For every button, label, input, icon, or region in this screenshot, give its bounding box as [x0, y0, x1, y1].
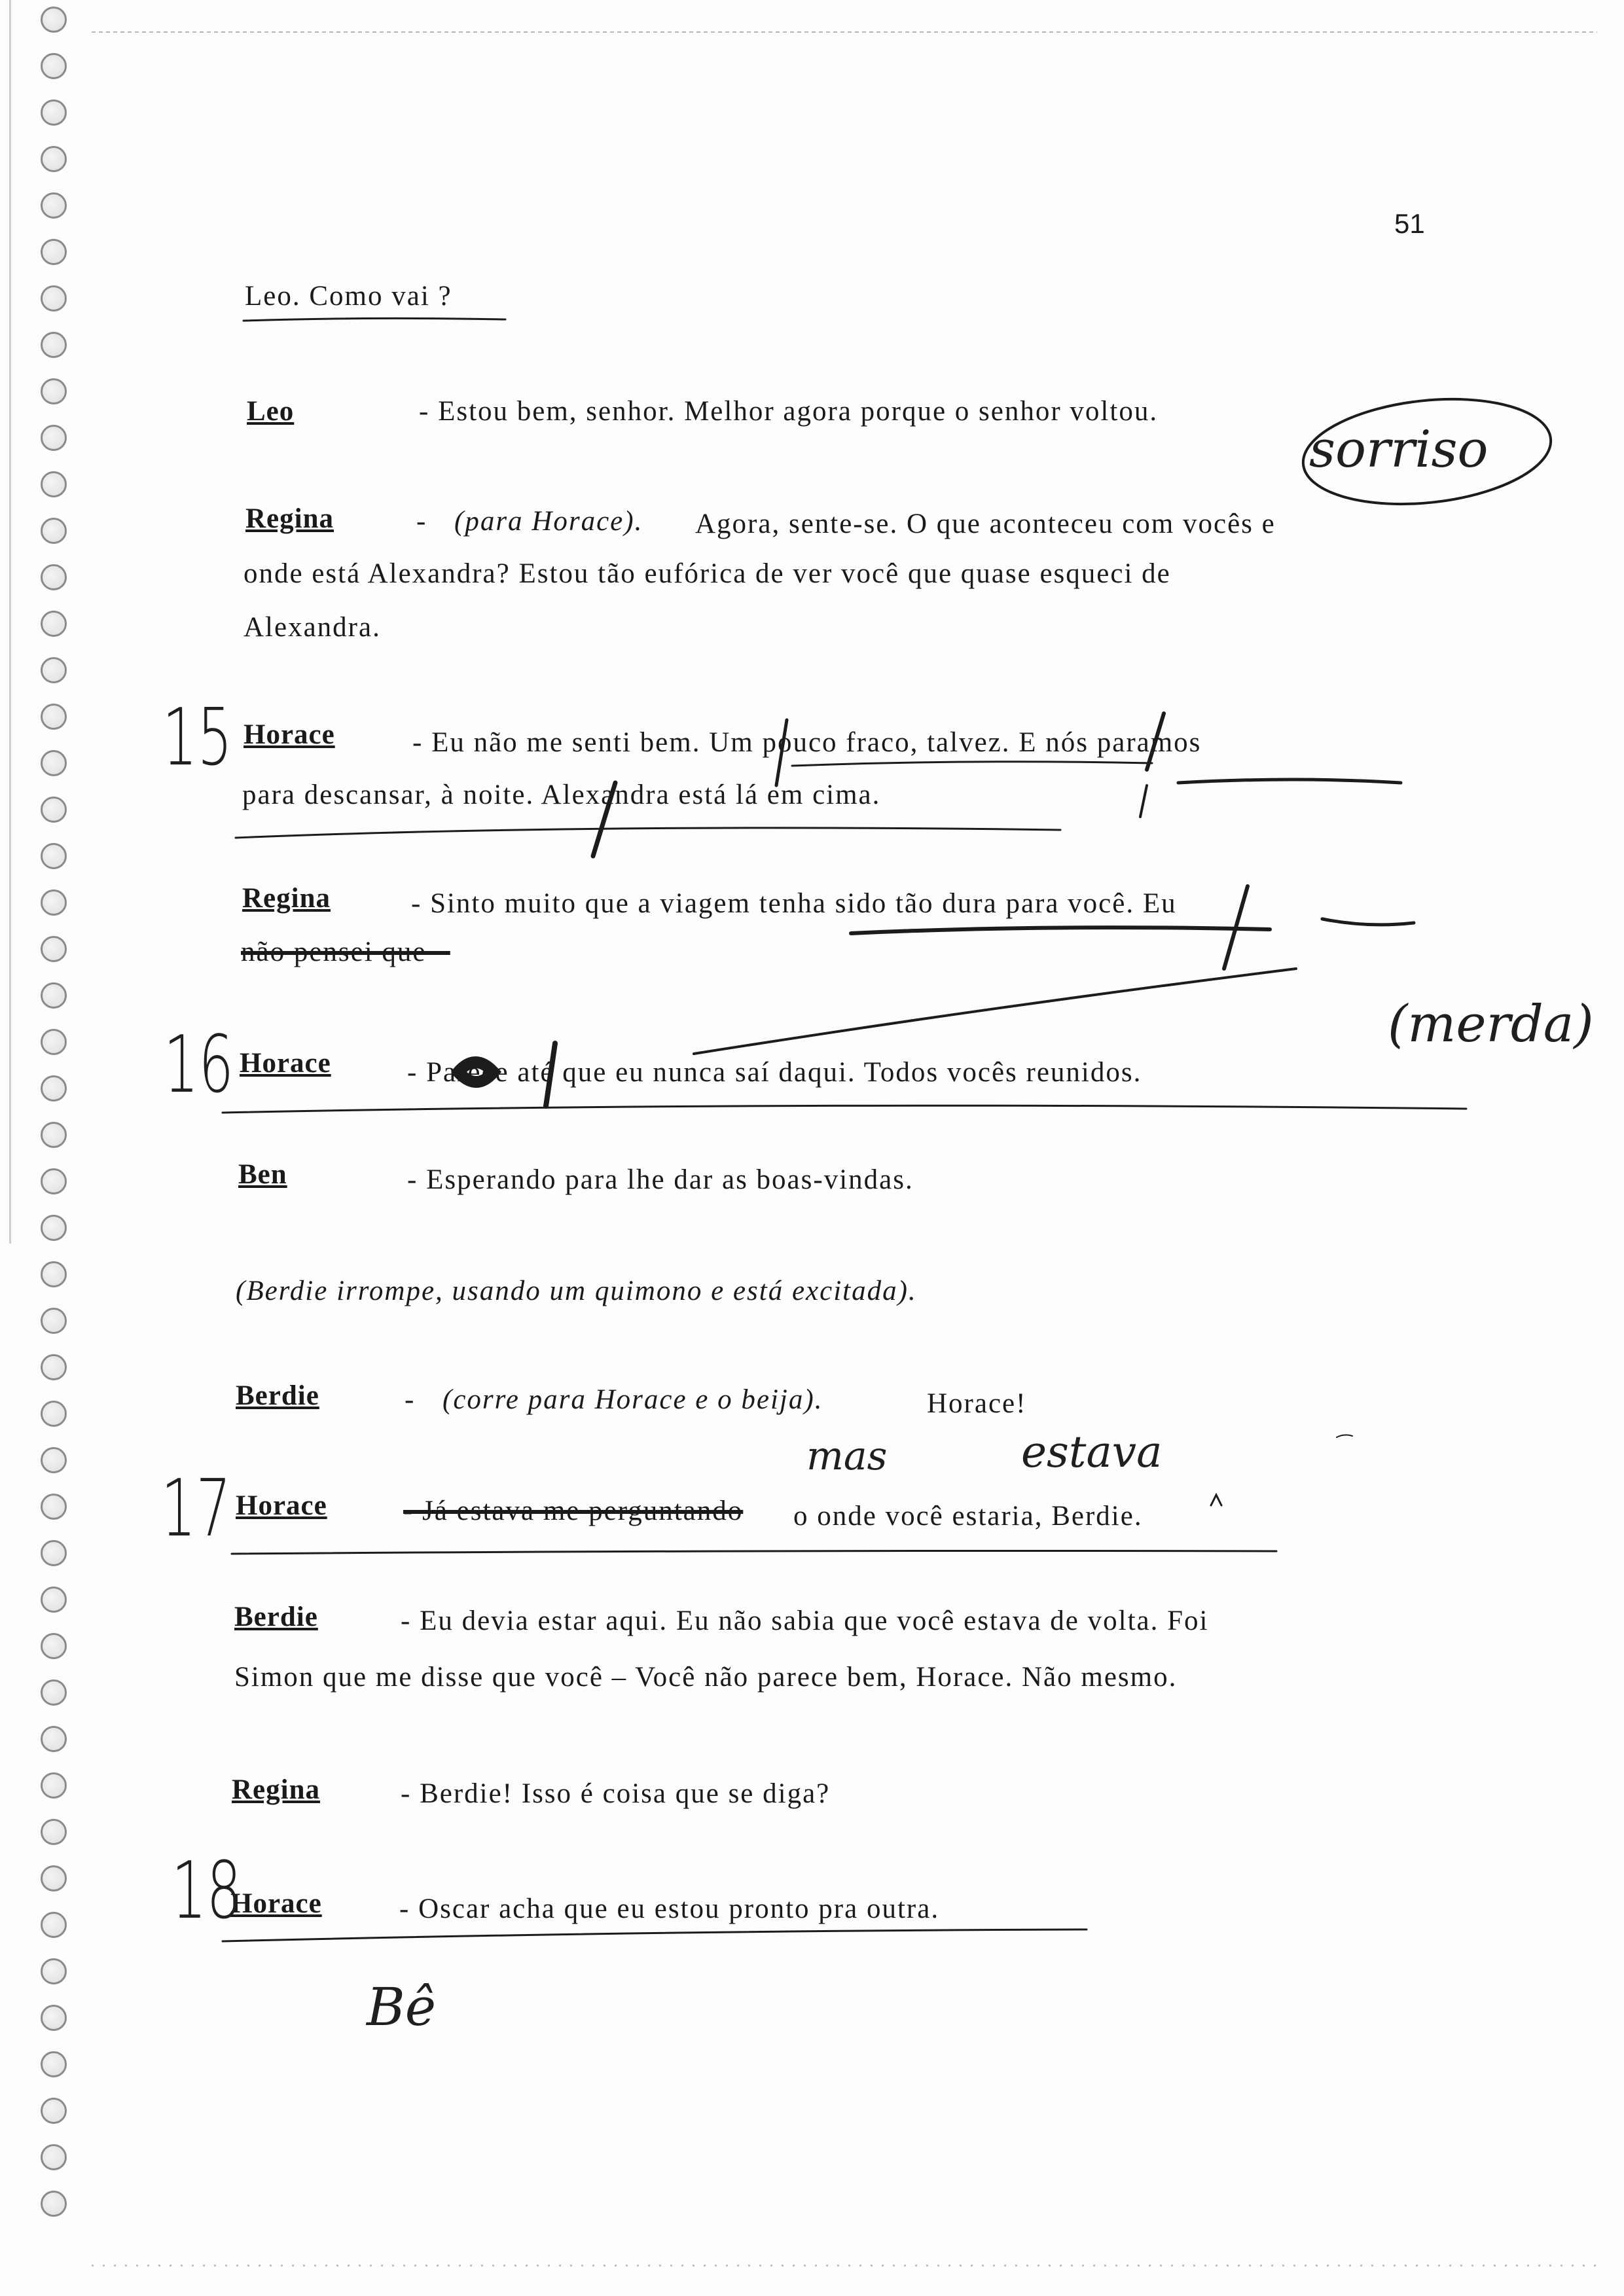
handwritten-estava: estava — [1021, 1427, 1163, 1477]
line-berdie-2a: - Eu devia estar aqui. Eu não sabia que você estava de volta. Foi — [401, 1605, 1209, 1636]
line-regina-1a: Agora, sente-se. O que aconteceu com vocês e — [695, 509, 1276, 539]
direction-berdie-1: (corre para Horace e o beija). — [442, 1384, 823, 1415]
speaker-berdie-2: Berdie — [234, 1602, 318, 1632]
direction-regina-1: (para Horace). — [454, 506, 643, 537]
line-horace-2: - Parece até que eu nunca saí daqui. Todos vocês reunidos. — [407, 1057, 1142, 1088]
line-horace-1b: para descansar, à noite. Alexandra está lá em cima. — [242, 780, 881, 810]
line-leo-como-vai: Leo. Como vai ? — [245, 281, 452, 312]
handwritten-number-17: 17 — [161, 1463, 231, 1554]
dash-berdie-1: - — [405, 1384, 416, 1415]
speaker-horace-3: Horace — [236, 1490, 327, 1521]
speaker-leo: Leo — [247, 396, 295, 427]
speaker-horace-2: Horace — [240, 1048, 331, 1079]
speaker-ben: Ben — [238, 1159, 287, 1190]
speaker-berdie-1: Berdie — [236, 1380, 319, 1411]
handwritten-merda: (merda) — [1388, 995, 1594, 1054]
handwritten-mas: mas — [806, 1433, 888, 1479]
line-horace-3: o onde você estaria, Berdie. — [793, 1501, 1143, 1532]
line-regina-1b: onde está Alexandra? Estou tão eufórica de ver você que quase esqueci de — [244, 558, 1171, 589]
handwritten-sorriso: sorriso — [1309, 420, 1489, 479]
line-berdie-1: Horace! — [927, 1388, 1027, 1419]
stage-direction: (Berdie irrompe, usando um quimono e está excitada). — [236, 1276, 917, 1306]
handwritten-number-15: 15 — [162, 692, 232, 783]
handwritten-number-16: 16 — [164, 1020, 234, 1111]
handwritten-be: Bê — [367, 1977, 437, 2037]
line-regina-3: - Berdie! Isso é coisa que se diga? — [401, 1778, 831, 1809]
line-horace-4: - Oscar acha que eu estou pronto pra outra. — [399, 1893, 940, 1924]
speaker-regina-2: Regina — [242, 883, 331, 914]
speaker-regina-1: Regina — [245, 503, 334, 534]
line-leo: - Estou bem, senhor. Melhor agora porque o senhor voltou. — [419, 396, 1159, 427]
speaker-horace-4: Horace — [230, 1888, 322, 1919]
line-regina-1c: Alexandra. — [244, 612, 381, 643]
speaker-horace-1: Horace — [244, 719, 335, 750]
handwritten-number-18: 18 — [171, 1846, 242, 1937]
page-number: 51 — [1394, 208, 1425, 239]
speaker-regina-3: Regina — [232, 1774, 320, 1805]
line-berdie-2b: Simon que me disse que você – Você não parece bem, Horace. Não mesmo. — [234, 1662, 1178, 1693]
dash-regina-1: - — [416, 506, 427, 537]
line-horace-1a: - Eu não me senti bem. Um pouco fraco, talvez. E nós paramos — [412, 727, 1202, 758]
line-horace-3-struck: - Já estava me perguntando — [403, 1496, 744, 1526]
line-regina-2b-struck: não pensei que – — [241, 937, 450, 967]
line-regina-2a: - Sinto muito que a viagem tenha sido tão dura para você. Eu — [411, 888, 1177, 919]
line-ben: - Esperando para lhe dar as boas-vindas. — [407, 1164, 914, 1195]
